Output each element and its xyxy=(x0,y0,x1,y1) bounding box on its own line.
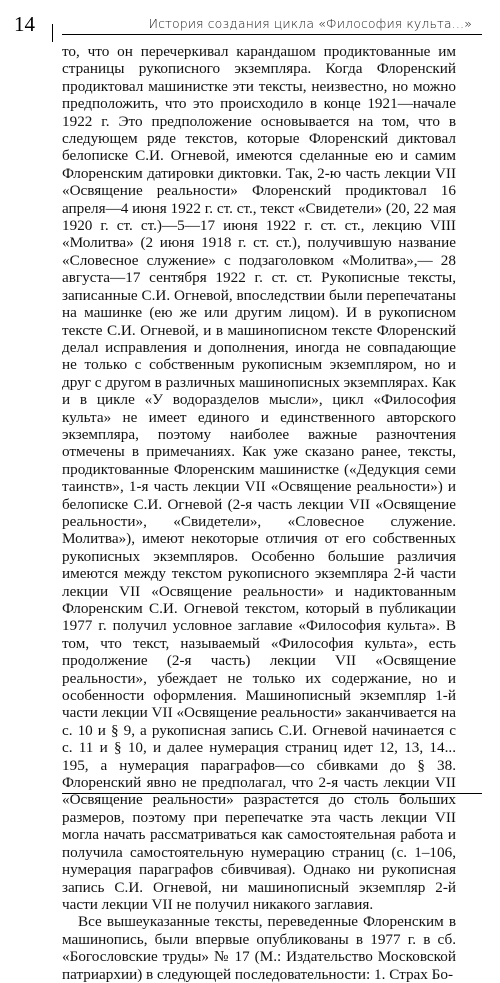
paragraph: Все вышеуказанные тексты, переведенные Флоренским в машинопись, были впервые опубликованы в 1977 г. в сб. «Богословские труды» № 17 (М.: Издательство Московской патриархии) в следующей последовательности: 1. Страх Бо- xyxy=(62,913,456,983)
body-text xyxy=(62,43,456,983)
paragraph-continued: то, что он перечеркивал карандашом продиктованные им страницы рукописного экземпляра. Когда Флоренский продиктовал машинистке эти тексты, неизвестно, но можно предположить, что это происходило в конце 1921—начале 1922 г. Это предположение основывается на том, что в следующем ряде текстов, которые Флоренский диктовал белописке С.И. Огневой, имеются сделанные ею и самим Флоренским датировки диктовки. Так, 2-ю часть лекции VII «Освящение реальности» Флоренский продиктовал 16 апреля—4 июня 1922 г. ст. ст., текст «Свидетели» (20, 22 мая 1920 г. ст. ст.)—5—17 июня 1922 г. ст. ст., лекцию VIII «Молитва» (2 июня 1918 г. ст. ст.), получившую название «Словесное служение» с подзаголовком «Молитва»,— 28 августа—17 сентября 1922 г. ст. ст. Рукописные тексты, записанные С.И. Огневой, впоследствии были перепечатаны на машинке (ею же или другим лицом). И в рукописном тексте С.И. Огневой, и в машинописном тексте Флоренский делал исправления и дополнения, иногда не совпадающие не только с собственным рукописным экземпляром, но и друг с другом в различных машинописных экземплярах. Как и в цикле «У водоразделов мысли», цикл «Философия культа» не имеет единого и единственного авторского экземпляра, поэтому наиболее важные разночтения отмечены в примечаниях. Как уже сказано ранее, тексты, продиктованные Флоренским машинистке («Дедукция семи таинств», 1-я часть лекции VII «Освящение реальности») и белописке С.И. Огневой (2-я часть лекции VII «Освящение реальности», «Свидетели», «Словесное служение. Молитва»), имеют некоторые отличия от его собственных рукописных экземпляров. Особенно большие различия имеются между текстом рукописного экземпляра 2-й части лекции VII «Освящение реальности» и надиктованным Флоренским С.И. Огневой текстом, который в публикации 1977 г. получил условное заглавие «Философия культа». В том, что текст, называемый «Философия культа», есть продолжение (2-я часть) лекции VII «Освящение реальности», убеждает не только их содержание, но и особенности оформления. Машинописный экземпляр 1-й части лекции VII «Освящение реальности» заканчивается на с. 10 и § 9, а рукописная запись С.И. Огневой начинается с с. 11 и § 10, и далее нумерация страниц идет 12, 13, 14... 195, а нумерация параграфов—со сбивками до § 38. Флоренский явно не предполагал, что 2-я часть лекции VII «Освящение реальности» разрастется до столь больших размеров, поэтому при перепечатке эта часть лекции VII могла начать рассматриваться как самостоятельная работа и получила самостоятельную нумерацию страниц (с. 1–106, нумерация параграфов сбивчивая). Однако ни рукописная запись С.И. Огневой, ни машинописный экземпляр 2-й части лекции VII не получил никакого заглавия. xyxy=(62,43,457,913)
header-rule xyxy=(62,34,482,35)
running-title: История создания цикла «Философия культа…» xyxy=(148,16,472,31)
page-number: 14 xyxy=(14,12,35,36)
header-divider xyxy=(52,24,53,42)
footer-rule xyxy=(62,793,482,794)
